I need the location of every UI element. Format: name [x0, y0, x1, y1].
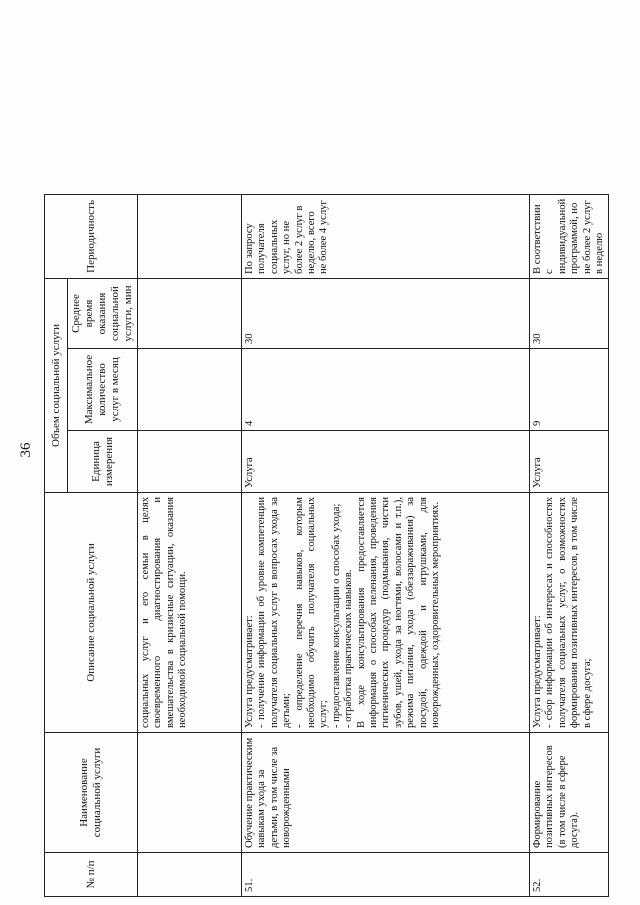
continuation-text: социальных услуг и его семьи в целях своевременного диагностирования и вмешательства в кризисные ситуации, оказания необходимой социальной помощи. [138, 493, 242, 733]
header-volume: Объем социальной услуги [45, 279, 68, 493]
unit-cell: Услуга [530, 431, 609, 493]
header-num: № п/п [45, 853, 138, 897]
row-number: 52. [530, 853, 609, 897]
service-name: Формирование позитивных интересов (в том числе в сфере досуга). [530, 733, 609, 853]
table-row-51 [242, 194, 530, 896]
table-row-52 [530, 194, 609, 896]
service-description: Услуга предусматривает: - сбор информации об интересах и способностях получателя социальных услуг, о возможностях формирования позитивных интересов, в том числе в сфере досуга; [530, 493, 609, 733]
header-description: Описание социальной услуги [45, 493, 138, 733]
avg-time-cell: 30 [530, 279, 609, 349]
header-max-count: Максимальное количество услуг в месяц [68, 349, 138, 431]
header-avg-time: Среднее время оказания социальной услуги, мин [68, 279, 138, 349]
table-row-continuation [138, 194, 242, 896]
header-row-1 [45, 194, 68, 896]
service-name: Обучение практическим навыкам ухода за детьми, в том числе за новорожденными [242, 733, 530, 853]
avg-time-cell: 30 [242, 279, 530, 349]
header-periodicity: Периодичность [45, 194, 138, 278]
services-table [44, 194, 609, 897]
header-name: Наименование социальной услуги [45, 733, 138, 853]
max-count-cell: 4 [242, 349, 530, 431]
row-number: 51. [242, 853, 530, 897]
periodicity-cell: По запросу получателя социальных услуг, но не более 2 услуг в неделю, всего не более 4 услуг [242, 194, 530, 278]
service-description: Услуга предусматривает: - получение информации об уровне компетенции получателя социальных услуг в вопросах ухода за детьми; - определение перечня навыков, которым необходимо обучить получателя социальных услуг; - предоставление консультации о способах ухода; - отработка практических навыков. В ходе консультирования предоставляется информация о способах пеленания, проведения гигиенических процедур (подмывания, чистки зубов, ушей, ухода за ногтями, волосами и т.п.), режима питания, ухода (обеззараживания) за посудой, одеждой и игрушками, для новорожденных, оздоровительных мероприятиях. [242, 493, 530, 733]
page-number: 36 [18, 442, 34, 458]
periodicity-cell: В соответствии с индивидуальной программой, но не более 2 услуг в неделю [530, 194, 609, 278]
max-count-cell: 9 [530, 349, 609, 431]
header-unit: Единица измерения [68, 431, 138, 493]
unit-cell: Услуга [242, 431, 530, 493]
